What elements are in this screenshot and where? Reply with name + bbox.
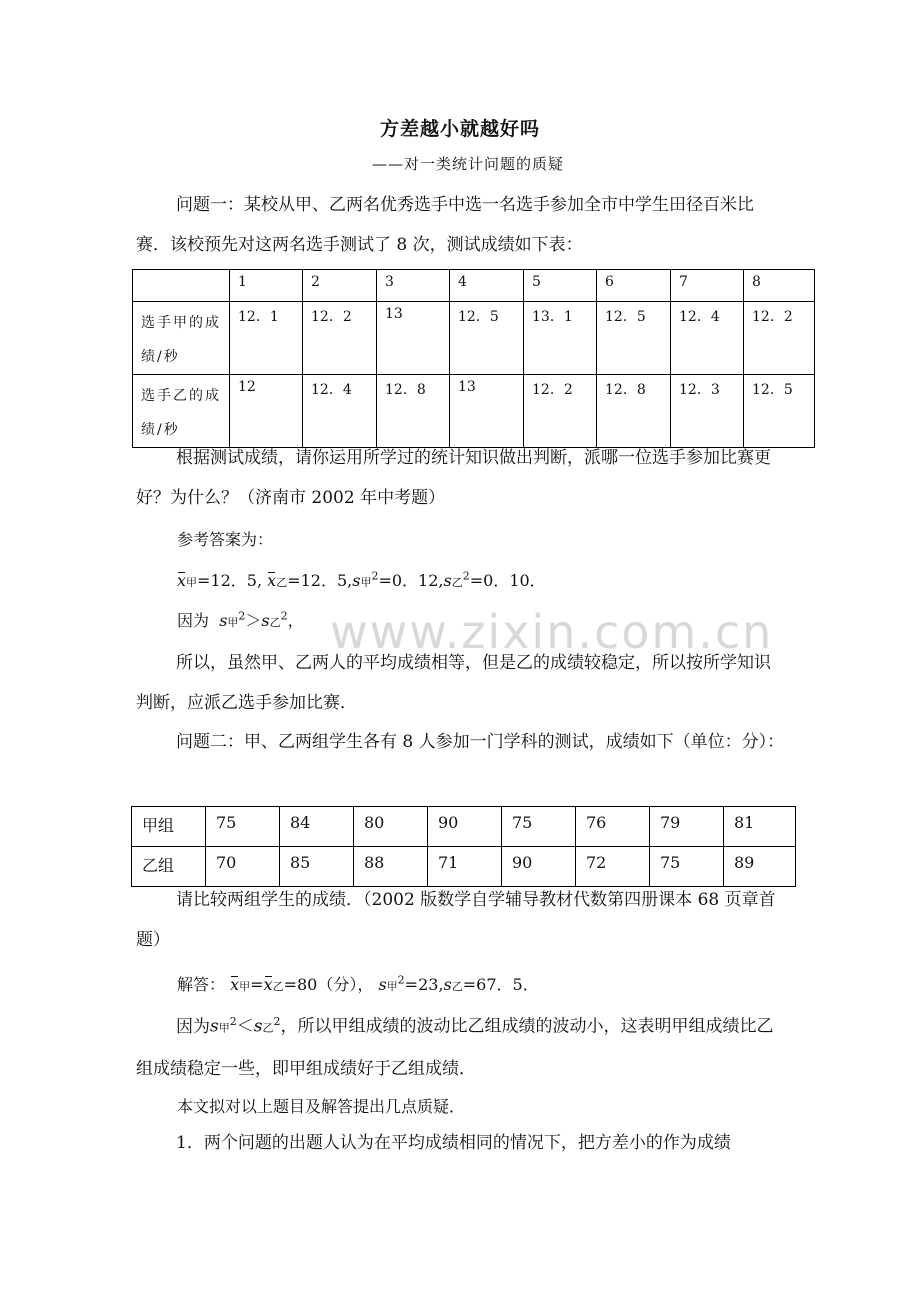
table-cell: 76	[576, 807, 650, 847]
table-cell: 71	[428, 847, 502, 887]
answer-two-line: 解答： x甲=x乙=80（分）， s甲$^2$=23,s乙=67．5．	[177, 973, 539, 994]
because-label: 因为	[176, 1016, 210, 1037]
table-cell: 13．1	[524, 302, 597, 375]
reasoning-text: ，所以甲组成绩的波动比乙组成绩的波动小，这表明甲组成绩比乙组成绩稳定一些，即甲组成绩好于乙组成绩．	[136, 1016, 774, 1079]
table-row	[133, 302, 815, 375]
table-header-cell: 6	[597, 270, 671, 302]
subscript-yi: 乙	[451, 576, 463, 589]
table-group-scores	[131, 806, 796, 887]
table-cell: 75	[650, 847, 724, 887]
question-one-prompt: 根据测试成绩，请你运用所学过的统计知识做出判断，派哪一位选手参加比赛更好？为什么？（济南市 2002 年中考题）	[136, 448, 771, 508]
subscript-jia: 甲	[360, 576, 372, 589]
table-cell: 88	[354, 847, 428, 887]
table-cell: 12．4	[671, 302, 744, 375]
table-row	[132, 807, 796, 847]
superscript-two: 2	[238, 609, 246, 623]
row-label: 乙组	[132, 847, 206, 887]
s-symbol: s	[253, 1016, 263, 1037]
s-symbol: s	[210, 1016, 219, 1037]
question-two-text: 问题二：甲、乙两组学生各有 8 人参加一门学科的测试，成绩如下（单位：分）：	[176, 732, 785, 752]
table-header-cell: 4	[450, 270, 524, 302]
table-cell: 81	[724, 807, 796, 847]
table-cell: 12．5	[597, 302, 671, 375]
table-header-cell: 1	[230, 270, 303, 302]
subscript-yi: 乙	[272, 980, 284, 993]
table-header-cell: 3	[377, 270, 450, 302]
x-bar-symbol: x	[177, 571, 187, 590]
superscript-two: 2	[371, 569, 379, 583]
table-row	[133, 375, 815, 448]
mean-yi-value: =12．5,	[287, 571, 353, 590]
s-symbol: s	[443, 571, 452, 590]
table-cell: 90	[428, 807, 502, 847]
greater-than-sign: ＞	[245, 611, 262, 630]
variance-jia-value: =23,	[404, 975, 444, 994]
s-symbol: s	[261, 611, 270, 630]
s-symbol: s	[219, 611, 228, 630]
table-header-cell: 8	[744, 270, 815, 302]
variance-yi-value: =67．5．	[462, 975, 539, 994]
x-bar-symbol: x	[263, 975, 273, 994]
table-header-cell	[133, 270, 230, 302]
subscript-jia: 甲	[239, 980, 251, 993]
question-two-reasoning	[136, 1002, 786, 1089]
question-one-conclusion: 所以，虽然甲、乙两人的平均成绩相等，但是乙的成绩较稳定，所以按所学知识判断，应派乙选手参加比赛．	[136, 653, 771, 713]
table-cell: 12．3	[671, 375, 744, 448]
variance-jia-value: =0．12,	[378, 571, 444, 590]
answer-intro: 参考答案为：	[177, 530, 274, 549]
superscript-two: 2	[462, 569, 470, 583]
subscript-jia: 甲	[227, 616, 239, 629]
table-cell: 72	[576, 847, 650, 887]
table-cell: 75	[502, 807, 576, 847]
subscript-jia: 甲	[386, 980, 398, 993]
table-cell: 80	[354, 807, 428, 847]
page-subtitle: ——对一类统计问题的质疑	[372, 155, 565, 173]
page-title: 方差越小就越好吗	[379, 118, 540, 140]
answer-label: 解答：	[177, 975, 226, 994]
subscript-jia: 甲	[218, 1021, 230, 1035]
row-label: 选手甲的成绩/秒	[133, 302, 230, 375]
table-cell: 12．5	[450, 302, 524, 375]
variance-yi-value: =0．10．	[469, 571, 546, 590]
subscript-yi: 乙	[262, 1021, 274, 1035]
table-cell: 12．2	[524, 375, 597, 448]
s-symbol: s	[352, 571, 361, 590]
comma: ，	[287, 611, 304, 630]
table-cell: 84	[280, 807, 354, 847]
table-cell: 89	[724, 847, 796, 887]
s-symbol: s	[378, 975, 387, 994]
table-cell: 70	[206, 847, 280, 887]
intro-line: 本文拟对以上题目及解答提出几点质疑．	[177, 1097, 466, 1116]
table-cell: 75	[206, 807, 280, 847]
table-cell: 12	[230, 375, 303, 448]
question-two-prompt: 请比较两组学生的成绩．（2002 版数学自学辅导教材代数第四册课本 68 页章首题）	[136, 890, 776, 950]
table-cell: 12．8	[377, 375, 450, 448]
superscript-two: 2	[273, 1015, 281, 1028]
table-header-cell: 2	[303, 270, 377, 302]
table-cell: 12．2	[303, 302, 377, 375]
x-bar-symbol: x	[230, 975, 240, 994]
superscript-two: 2	[280, 609, 288, 623]
mean-value: =80（分），	[283, 975, 374, 994]
table-cell: 12．1	[230, 302, 303, 375]
superscript-two: 2	[229, 1015, 237, 1028]
table-cell: 79	[650, 807, 724, 847]
mean-jia-value: =12．5,	[197, 571, 263, 590]
table-cell: 12．2	[744, 302, 815, 375]
table-header-cell: 7	[671, 270, 744, 302]
x-bar-symbol: x	[267, 571, 277, 590]
superscript-two: 2	[397, 973, 405, 987]
question-one-text: 问题一：某校从甲、乙两名优秀选手中选一名选手参加全市中学生田径百米比赛．该校预先对这两名选手测试了 8 次，测试成绩如下表：	[136, 195, 754, 255]
less-than-sign: ＜	[236, 1016, 254, 1037]
table-cell: 13	[377, 302, 450, 375]
because-line-one	[177, 608, 304, 631]
because-label: 因为	[177, 611, 210, 630]
s-symbol: s	[443, 975, 452, 994]
watermark: www.zixin.com.cn	[330, 605, 774, 659]
subscript-yi: 乙	[276, 576, 288, 589]
subscript-jia: 甲	[186, 576, 198, 589]
table-runner-times	[132, 269, 815, 448]
subscript-yi: 乙	[269, 616, 281, 629]
point-one-text: 1．两个问题的出题人认为在平均成绩相同的情况下，把方差小的作为成绩	[176, 1133, 731, 1153]
row-label: 甲组	[132, 807, 206, 847]
table-header-cell: 5	[524, 270, 597, 302]
table-cell: 13	[450, 375, 524, 448]
table-cell: 90	[502, 847, 576, 887]
table-cell: 85	[280, 847, 354, 887]
table-cell: 12．8	[597, 375, 671, 448]
answer-values-line	[177, 568, 546, 591]
table-cell: 12．4	[303, 375, 377, 448]
subscript-yi: 乙	[451, 980, 463, 993]
row-label: 选手乙的成绩/秒	[133, 375, 230, 448]
table-cell: 12．5	[744, 375, 815, 448]
